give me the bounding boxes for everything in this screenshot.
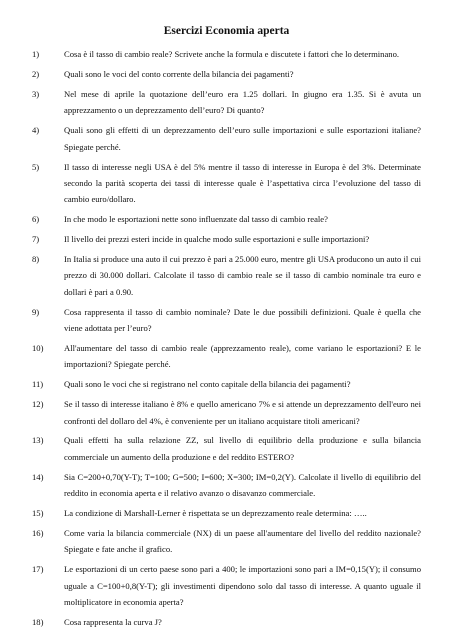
question-text: Cosa rappresenta il tasso di cambio nominale? Date le due possibili definizioni. Quale è quella che viene adottata per l’euro? xyxy=(64,306,421,333)
question-number: 10) xyxy=(32,342,44,353)
page-title: Esercizi Economia aperta xyxy=(163,25,290,37)
question-text: Il tasso di interesse negli USA è del 5% mentre il tasso di interesse in Europa è del 3%. Determinate secondo la parità scoperta dei tassi di interesse quale è l’aspettativa circa l’evoluzione del tasso di cambio euro/dollaro. xyxy=(64,161,421,205)
question-text: Quali sono le voci del conto corrente della bilancia dei pagamenti? xyxy=(64,68,294,79)
question-text: Come varia la bilancia commerciale (NX) di un paese all'aumentare del livello del reddito nazionale? Spiegate e fate anche il grafico. xyxy=(64,528,421,555)
question-number: 18) xyxy=(32,616,44,627)
question-item xyxy=(32,340,421,373)
question-number: 17) xyxy=(32,564,44,575)
question-number: 15) xyxy=(32,508,44,519)
question-number: 6) xyxy=(32,214,40,225)
question-number: 12) xyxy=(32,399,44,410)
question-number: 7) xyxy=(32,234,40,245)
question-number: 11) xyxy=(32,379,44,390)
question-number: 13) xyxy=(32,435,44,446)
question-number: 16) xyxy=(32,528,44,539)
question-text: Nel mese di aprile la quotazione dell’euro era 1.25 dollari. In giugno era 1.35. Si è avuta un apprezzamento o un deprezzamento dell’euro? Di quanto? xyxy=(64,88,421,116)
question-item xyxy=(32,561,421,610)
question-item xyxy=(32,469,421,502)
question-number: 14) xyxy=(32,471,44,482)
question-number: 4) xyxy=(32,125,40,136)
question-text: Quali sono le voci che si registrano nel conto capitale della bilancia dei pagamenti? xyxy=(64,379,351,390)
question-item xyxy=(32,304,421,337)
question-number: 2) xyxy=(32,68,40,79)
question-item xyxy=(32,122,421,155)
question-text: Quali effetti ha sulla relazione ZZ, sul livello di equilibrio della produzione e sulla bilancia commerciale un aumento della produzione e del reddito ESTERO? xyxy=(64,435,421,462)
question-item xyxy=(32,396,421,429)
question-item xyxy=(32,525,421,558)
question-number: 3) xyxy=(32,88,40,99)
question-item xyxy=(32,231,421,247)
question-number: 5) xyxy=(32,161,40,172)
question-item xyxy=(32,211,421,227)
question-number: 9) xyxy=(32,306,40,317)
question-text: Cosa rappresenta la curva J? xyxy=(64,616,162,627)
question-item xyxy=(32,46,421,62)
question-item xyxy=(32,376,421,392)
question-number: 1) xyxy=(32,49,40,59)
question-text: La condizione di Marshall-Lerner è rispettata se un deprezzamento reale determina: ….. xyxy=(64,508,367,519)
question-text: Sia C=200+0,70(Y-T); T=100; G=500; I=600; X=300; IM=0,2(Y). Calcolate il livello di equilibrio del reddito in economia aperta e il relativo avanzo o disavanzo commerciale. xyxy=(64,471,421,499)
question-text: Cosa è il tasso di cambio reale? Scrivete anche la formula e discutete i fattori che lo determinano. xyxy=(64,49,400,59)
question-item xyxy=(32,432,421,465)
question-text: Le esportazioni di un certo paese sono pari a 400; le importazioni sono pari a IM=0,15(Y); il consumo uguale a C=100+0,8(Y-T); gli investimenti dipendono solo dal tasso di interesse. A quanto uguale il moltiplicatore in economia aperta? xyxy=(64,564,421,607)
question-text: All'aumentare del tasso di cambio reale (apprezzamento reale), come variano le esportazioni? E le importazioni? Spiegate perché. xyxy=(64,342,421,370)
question-item xyxy=(32,86,421,119)
question-text: Il livello dei prezzi esteri incide in qualche modo sulle esportazioni e sulle importazioni? xyxy=(64,234,370,245)
question-item xyxy=(32,614,421,630)
question-item xyxy=(32,159,421,208)
question-text: Quali sono gli effetti di un deprezzamento dell’euro sulle importazioni e sulle esportazioni italiane? Spiegate perché. xyxy=(64,125,421,152)
question-text: In Italia si produce una auto il cui prezzo è pari a 25.000 euro, mentre gli USA producono un auto il cui prezzo di 30.000 dollari. Calcolate il tasso di cambio reale se il tasso di cambio nominale tra euro e dollari è pari a 0.90. xyxy=(64,254,421,297)
question-list xyxy=(32,46,421,634)
question-text: In che modo le esportazioni nette sono influenzate dal tasso di cambio reale? xyxy=(64,214,328,225)
question-item xyxy=(32,66,421,82)
question-item xyxy=(32,251,421,300)
question-item xyxy=(32,505,421,521)
question-text: Se il tasso di interesse italiano è 8% e quello americano 7% e si attende un deprezzamento dell'euro nei confronti del dollaro del 4%, è conveniente per un italiano acquistare titoli americani? xyxy=(64,399,421,426)
question-number: 8) xyxy=(32,254,40,265)
